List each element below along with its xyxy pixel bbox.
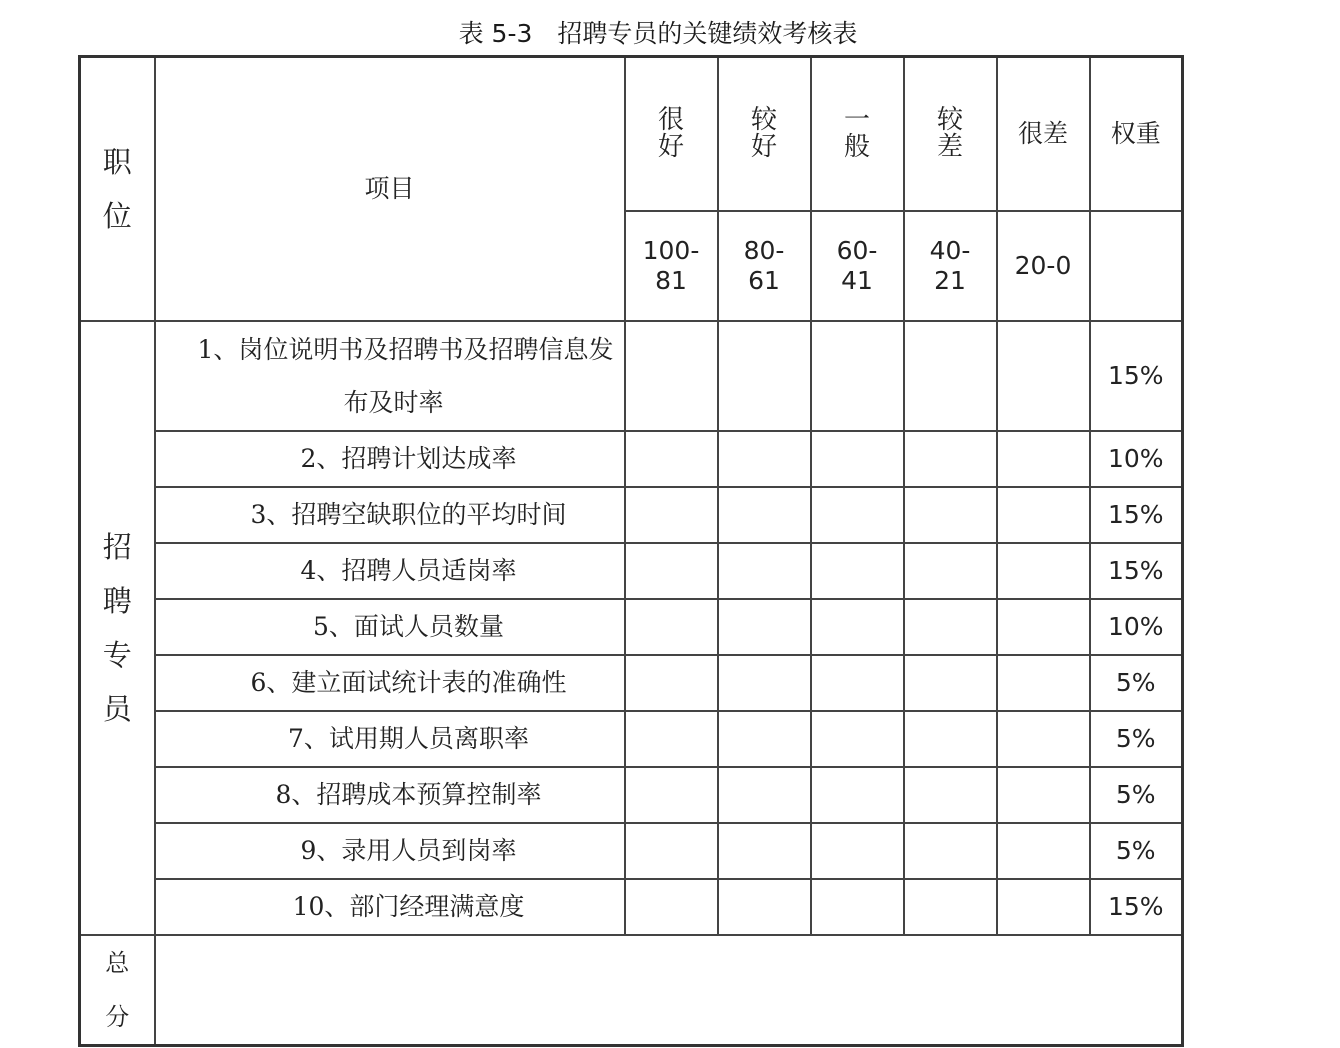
score-cell [997,431,1090,487]
item-cell: 4、招聘人员适岗率 [155,543,625,599]
weight-cell: 15% [1090,543,1183,599]
item-cell: 6、建立面试统计表的准确性 [155,655,625,711]
table-row [80,711,1183,767]
score-cell [625,543,718,599]
grade-header-good: 较好 [718,57,811,211]
table-title: 表 5-3 招聘专员的关键绩效考核表 [458,19,858,48]
item-cell: 5、面试人员数量 [155,599,625,655]
grade-range-very-good: 100- 81 [625,211,718,321]
score-cell [904,431,997,487]
score-cell [997,655,1090,711]
score-cell [997,711,1090,767]
grade-header-very-good: 很好 [625,57,718,211]
total-value-cell [155,935,1183,1046]
grade-header-average: 一般 [811,57,904,211]
score-cell [997,487,1090,543]
grade-header-poor: 较差 [904,57,997,211]
score-cell [904,543,997,599]
score-cell [904,767,997,823]
score-cell [625,879,718,935]
item-cell: 9、录用人员到岗率 [155,823,625,879]
table-row [80,655,1183,711]
score-cell [904,823,997,879]
score-cell [904,599,997,655]
score-cell [625,767,718,823]
score-cell [997,543,1090,599]
weight-cell: 15% [1090,321,1183,431]
weight-cell: 5% [1090,823,1183,879]
weight-range-empty [1090,211,1183,321]
header-row-grades [80,57,1183,211]
weight-cell: 15% [1090,487,1183,543]
weight-cell: 10% [1090,431,1183,487]
item-cell: 1、岗位说明书及招聘书及招聘信息发布及时率 [155,321,625,431]
weight-cell: 15% [1090,879,1183,935]
score-cell [718,599,811,655]
score-cell [718,487,811,543]
position-header: 职位 [80,57,155,321]
score-cell [997,823,1090,879]
table-row [80,321,1183,431]
score-cell [718,823,811,879]
item-cell: 8、招聘成本预算控制率 [155,767,625,823]
score-cell [997,599,1090,655]
score-cell [718,879,811,935]
weight-cell: 5% [1090,711,1183,767]
table-row [80,823,1183,879]
score-cell [718,543,811,599]
score-cell [718,321,811,431]
weight-cell: 10% [1090,599,1183,655]
table-row [80,431,1183,487]
item-header: 项目 [155,57,625,321]
kpi-table [78,55,1184,1047]
table-row [80,599,1183,655]
weight-header: 权重 [1090,57,1183,211]
score-cell [811,879,904,935]
item-cell: 3、招聘空缺职位的平均时间 [155,487,625,543]
score-cell [718,767,811,823]
score-cell [997,321,1090,431]
score-cell [718,711,811,767]
grade-range-average: 60- 41 [811,211,904,321]
score-cell [718,431,811,487]
table-row [80,487,1183,543]
score-cell [625,711,718,767]
score-cell [811,431,904,487]
table-row [80,543,1183,599]
weight-cell: 5% [1090,655,1183,711]
score-cell [904,655,997,711]
score-cell [811,543,904,599]
item-cell: 7、试用期人员离职率 [155,711,625,767]
score-cell [811,655,904,711]
item-cell: 2、招聘计划达成率 [155,431,625,487]
total-row [80,935,1183,1046]
grade-range-poor: 40- 21 [904,211,997,321]
grade-range-very-poor: 20-0 [997,211,1090,321]
score-cell [811,321,904,431]
total-label-cell: 总分 [80,935,155,1046]
score-cell [625,655,718,711]
table-row [80,879,1183,935]
score-cell [904,487,997,543]
item-cell: 10、部门经理满意度 [155,879,625,935]
score-cell [997,767,1090,823]
score-cell [718,655,811,711]
score-cell [811,487,904,543]
weight-cell: 5% [1090,767,1183,823]
score-cell [811,823,904,879]
position-cell: 招聘专员 [80,321,155,935]
score-cell [625,431,718,487]
score-cell [904,879,997,935]
score-cell [904,711,997,767]
score-cell [625,823,718,879]
grade-header-very-poor: 很差 [997,57,1090,211]
score-cell [625,599,718,655]
score-cell [811,711,904,767]
grade-range-good: 80- 61 [718,211,811,321]
score-cell [811,599,904,655]
score-cell [904,321,997,431]
score-cell [811,767,904,823]
score-cell [625,321,718,431]
table-row [80,767,1183,823]
score-cell [625,487,718,543]
score-cell [997,879,1090,935]
